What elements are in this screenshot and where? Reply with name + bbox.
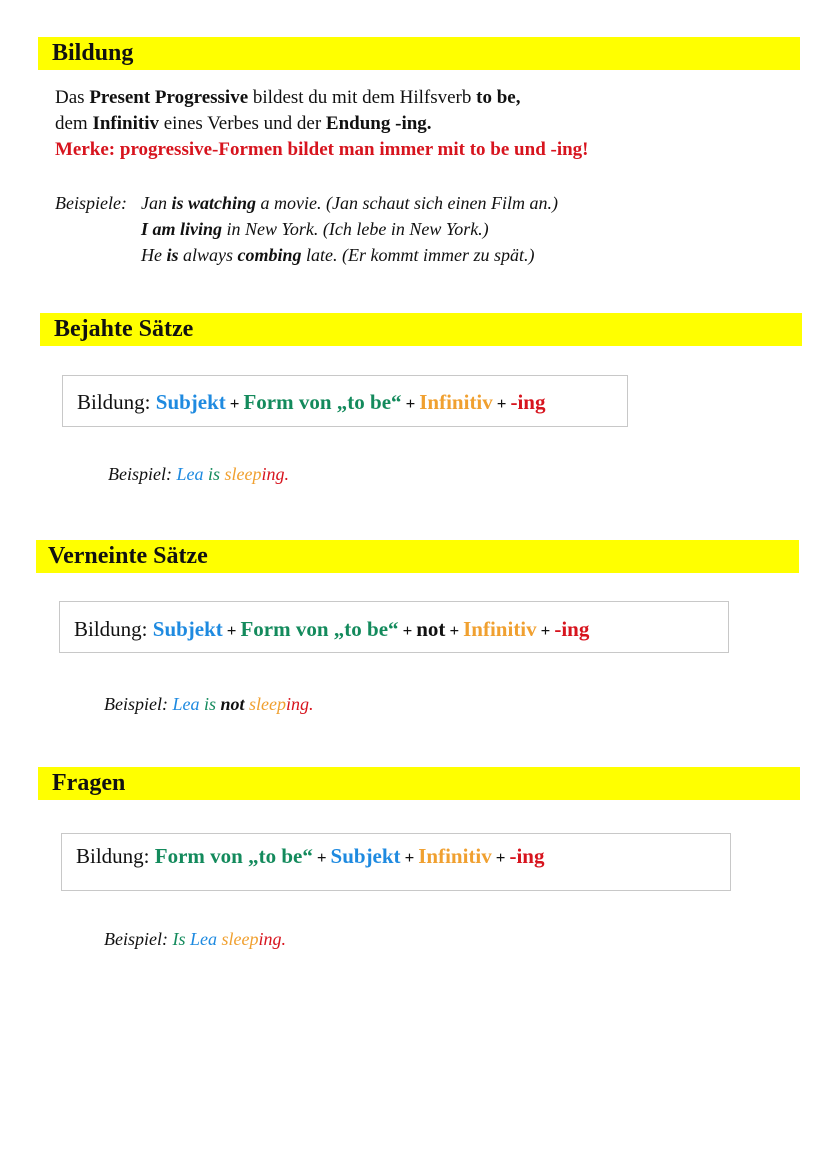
formula-box-verneint: Bildung: Subjekt + Form von „to be“ + not + Infinitiv + -ing: [59, 601, 729, 653]
section-title-bildung: Bildung: [52, 40, 134, 66]
section-header-bejaht: [40, 313, 802, 346]
examples-block: [55, 190, 558, 268]
examples-label: Beispiele:: [55, 193, 127, 213]
section-header-verneint: [36, 540, 799, 573]
example-1: Beispiele: Jan is watching a movie. (Jan schaut sich einen Film an.): [55, 190, 558, 216]
example-3: He is always combing late. (Er kommt immer zu spät.): [141, 245, 535, 265]
section-title-fragen: Fragen: [52, 770, 126, 796]
formula-box-fragen: Bildung: Form von „to be“ + Subjekt + Infinitiv + -ing: [61, 833, 731, 891]
intro-line-2: dem Infinitiv eines Verbes und der Endung -ing.: [55, 113, 432, 134]
merke-note: Merke: progressive-Formen bildet man immer mit to be und -ing!: [55, 139, 589, 160]
beispiel-verneint: Beispiel: Lea is not sleeping.: [104, 694, 314, 714]
example-2: I am living in New York. (Ich lebe in New York.): [141, 219, 489, 239]
formula-box-bejaht: Bildung: Subjekt + Form von „to be“ + Infinitiv + -ing: [62, 375, 628, 427]
beispiel-bejaht: Beispiel: Lea is sleeping.: [108, 464, 289, 484]
intro-paragraph: [55, 85, 589, 163]
intro-line-1: Das Present Progressive bildest du mit dem Hilfsverb to be,: [55, 87, 521, 108]
section-header-fragen: [38, 767, 800, 800]
beispiel-fragen: Beispiel: Is Lea sleeping.: [104, 929, 286, 949]
section-title-bejaht: Bejahte Sätze: [54, 316, 194, 342]
section-header-bildung: [38, 37, 800, 70]
section-title-verneint: Verneinte Sätze: [48, 543, 208, 569]
